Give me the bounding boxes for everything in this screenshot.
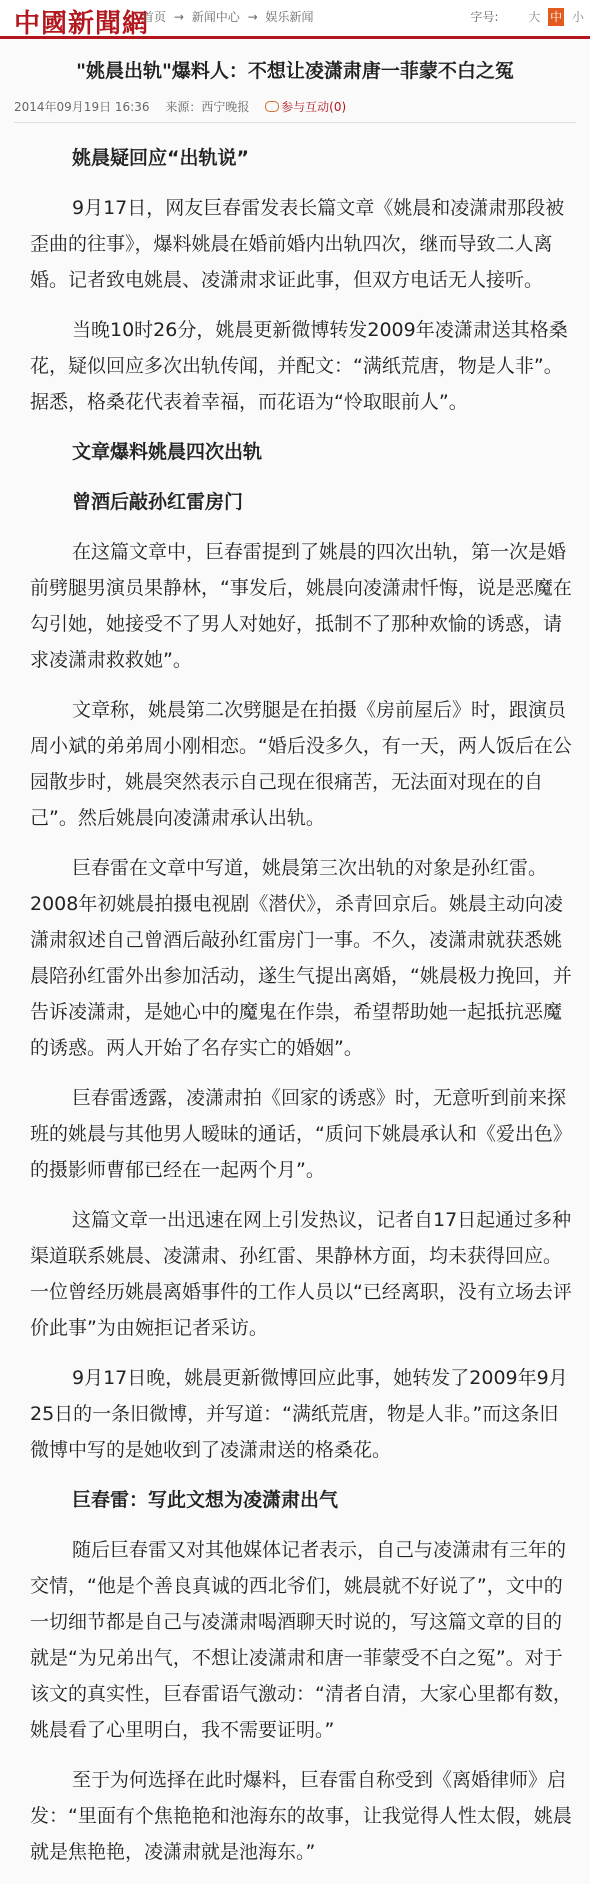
font-size-control bbox=[470, 8, 586, 26]
paragraph: 文章称，姚晨第二次劈腿是在拍摄《房前屋后》时，跟演员周小斌的弟弟周小刚相恋。“婚后没多久，有一天，两人饭后在公园散步时，姚晨突然表示自己现在很痛苦，无法面对现在的自己”。然后姚晨向凌潇肃承认出轨。 bbox=[30, 699, 572, 829]
paragraph: 9月17日，网友巨春雷发表长篇文章《姚晨和凌潇肃那段被歪曲的往事》，爆料姚晨在婚前婚内出轨四次，继而导致二人离婚。记者致电姚晨、凌潇肃求证此事，但双方电话无人接听。 bbox=[30, 197, 565, 291]
paragraph: 巨春雷透露，凌潇肃拍《回家的诱惑》时，无意听到前来探班的姚晨与其他男人暧昧的通话，“质问下姚晨承认和《爱出色》的摄影师曹郁已经在一起两个月”。 bbox=[30, 1087, 572, 1181]
font-size-label: 字号: bbox=[470, 10, 499, 24]
section-heading: 姚晨疑回应“出轨说” bbox=[72, 147, 249, 169]
site-logo[interactable]: 中國新聞網 bbox=[14, 9, 150, 39]
paragraph: 至于为何选择在此时爆料，巨春雷自称受到《离婚律师》启发：“里面有个焦艳艳和池海东的故事，让我觉得人性太假，姚晨就是焦艳艳，凌潇肃就是池海东。” bbox=[30, 1769, 572, 1863]
paragraph: 当晚10时26分，姚晨更新微博转发2009年凌潇肃送其格桑花，疑似回应多次出轨传闻，并配文：“满纸荒唐，物是人非”。据悉，格桑花代表着幸福，而花语为“怜取眼前人”。 bbox=[30, 319, 568, 413]
article-source: 来源：西宁晚报 bbox=[165, 100, 250, 114]
article-date: 2014年09月19日 16:36 bbox=[14, 100, 150, 114]
breadcrumb-arrow: → bbox=[173, 10, 184, 24]
divider bbox=[14, 122, 576, 123]
article-body bbox=[30, 140, 572, 1884]
paragraph: 9月17日晚，姚晨更新微博回应此事，她转发了2009年9月25日的一条旧微博，并写道：“满纸荒唐，物是人非。”而这条旧微博中写的是她收到了凌潇肃送的格桑花。 bbox=[30, 1367, 568, 1461]
interact-link[interactable] bbox=[265, 100, 358, 114]
breadcrumb-entertainment[interactable]: 娱乐新闻 bbox=[265, 10, 314, 24]
breadcrumb-home[interactable]: 首页 bbox=[142, 10, 167, 24]
paragraph: 在这篇文章中，巨春雷提到了姚晨的四次出轨，第一次是婚前劈腿男演员果静林，“事发后，姚晨向凌潇肃忏悔，说是恶魔在勾引她，她接受不了男人对她好，抵制不了那种欢愉的诱惑，请求凌潇肃救救她”。 bbox=[30, 541, 572, 671]
breadcrumb-arrow: → bbox=[247, 10, 258, 24]
paragraph: 随后巨春雷又对其他媒体记者表示，自己与凌潇肃有三年的交情，“他是个善良真诚的西北爷们，姚晨就不好说了”，文中的一切细节都是自己与凌潇肃喝酒聊天时说的，写这篇文章的目的就是“为兄弟出气，不想让凌潇肃和唐一菲蒙受不白之冤”。对于该文的真实性，巨春雷语气激动：“清者自清，大家心里都有数，姚晨看了心里明白，我不需要证明。” bbox=[30, 1539, 572, 1741]
site-header bbox=[0, 0, 590, 39]
comment-bubble-icon bbox=[265, 101, 279, 112]
font-size-medium-button[interactable]: 中 bbox=[550, 10, 563, 24]
font-size-large-button[interactable]: 大 bbox=[528, 10, 541, 24]
breadcrumb-news-center[interactable]: 新闻中心 bbox=[191, 10, 240, 24]
section-heading: 曾酒后敲孙红雷房门 bbox=[72, 491, 244, 513]
article-title: "姚晨出轨"爆料人：不想让凌潇肃唐一菲蒙不白之冤 bbox=[76, 60, 514, 82]
section-heading: 文章爆料姚晨四次出轨 bbox=[72, 441, 263, 463]
article-meta bbox=[14, 98, 370, 115]
interact-label: 参与互动(0) bbox=[281, 100, 347, 114]
paragraph: 这篇文章一出迅速在网上引发热议，记者自17日起通过多种渠道联系姚晨、凌潇肃、孙红雷、果静林方面，均未获得回应。一位曾经历姚晨离婚事件的工作人员以“已经离职，没有立场去评价此事”为由婉拒记者采访。 bbox=[30, 1209, 572, 1339]
section-heading: 巨春雷：写此文想为凌潇肃出气 bbox=[72, 1489, 339, 1511]
breadcrumb bbox=[142, 8, 317, 25]
font-size-small-button[interactable]: 小 bbox=[571, 10, 584, 24]
paragraph: 巨春雷在文章中写道，姚晨第三次出轨的对象是孙红雷。 2008年初姚晨拍摄电视剧《潜伏》，杀青回京后。姚晨主动向凌潇肃叙述自己曾酒后敲孙红雷房门一事。不久，凌潇肃就获悉姚晨陪孙红雷外出参加活动，遂生气提出离婚，“姚晨极力挽回，并告诉凌潇肃，是她心中的魔鬼在作祟，希望帮助她一起抵抗恶魔的诱惑。两人开始了名存实亡的婚姻”。 bbox=[30, 857, 572, 1059]
